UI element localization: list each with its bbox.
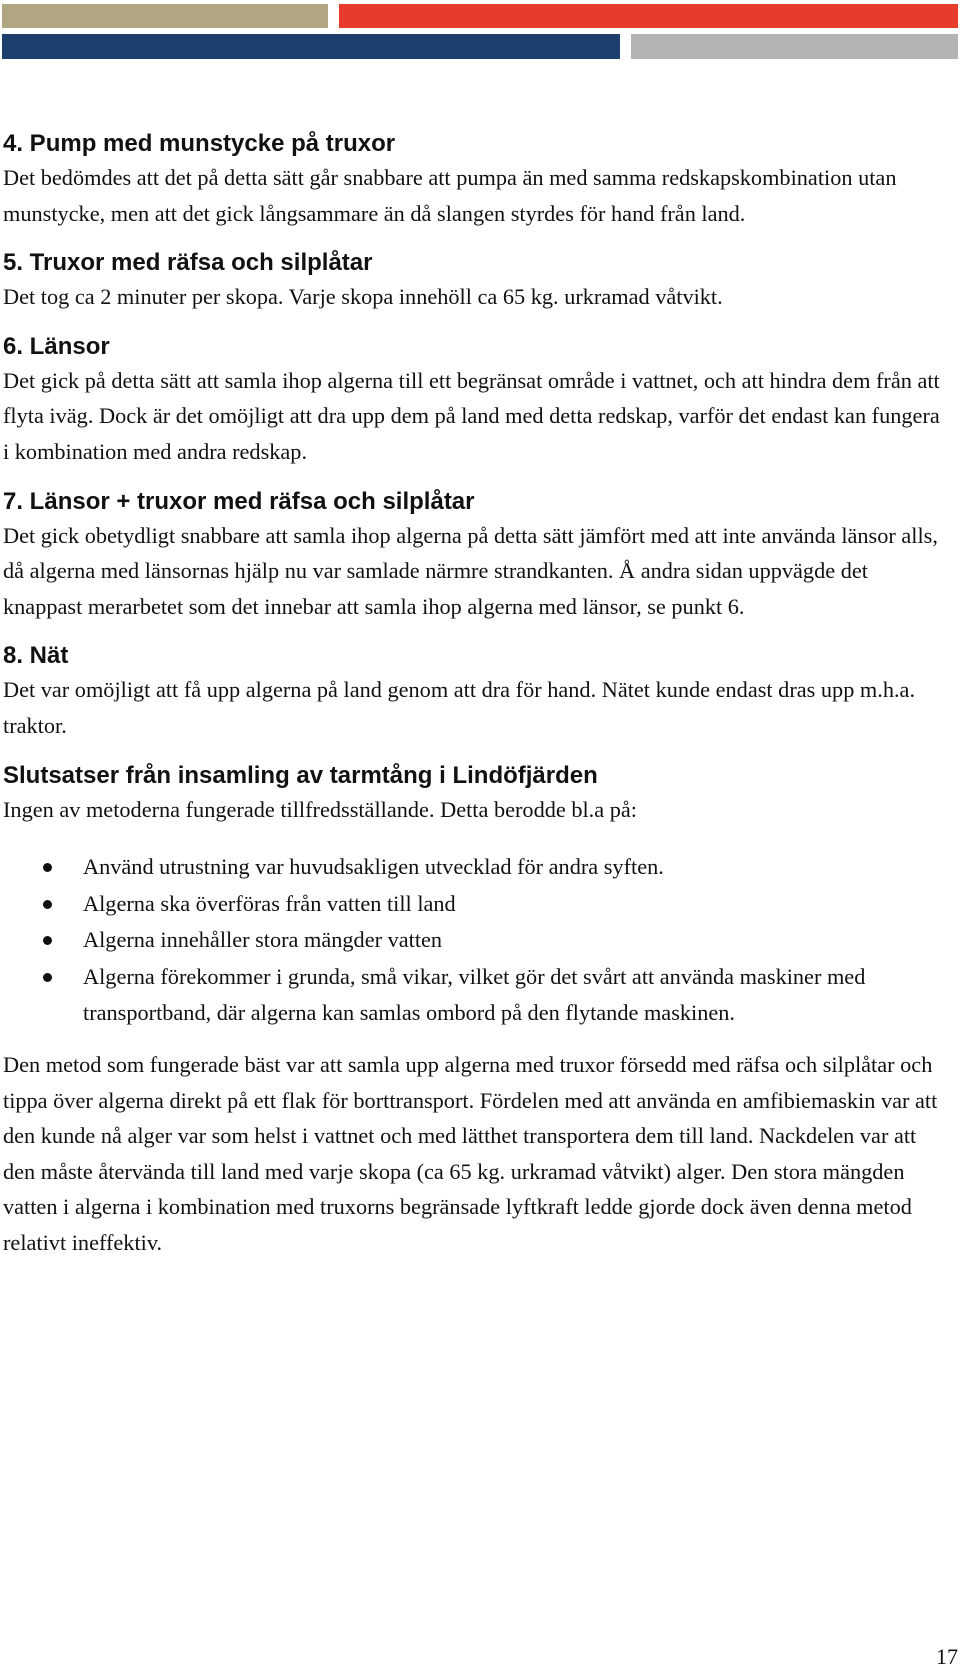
bullet-icon [43, 936, 52, 945]
section-heading: 5. Truxor med räfsa och silplåtar [3, 249, 373, 277]
section-body: Det bedömdes att det på detta sätt går snabbare att pumpa än med samma redskapskombination utan munstycke, men att det gick långsammare än då slangen styrdes för hand från land. [3, 165, 897, 226]
section-heading: 4. Pump med munstycke på truxor [3, 130, 396, 157]
list-item-text: Använd utrustning var huvudsakligen utvecklad för andra syften. [83, 854, 664, 880]
list-item-text: Algerna innehåller stora mängder vatten [83, 927, 443, 953]
header-bar-tan [2, 4, 328, 28]
section-body: Det gick obetydligt snabbare att samla ihop algerna på detta sätt jämfört med att inte använda länsor alls, då algerna med länsornas hjälp nu var samlade närmre strandkanten. Å andra sidan uppvägde det knappast merarbetet som det innebar att samla ihop algerna med länsor, se punkt 6. [3, 522, 938, 619]
header-bar-red [339, 4, 958, 28]
list-item-text: Algerna förekommer i grunda, små vikar, vilket gör det svårt att använda maskiner med transportband, där algerna kan samlas ombord på den flytande maskinen. [83, 963, 866, 1025]
header-bar-gray [631, 34, 958, 59]
bullet-icon [43, 973, 52, 982]
list-item-text: Algerna ska överföras från vatten till land [83, 890, 456, 916]
conclusions-heading: Slutsatser från insamling av tarmtång i Lindöfjärden [3, 761, 598, 789]
page-number: 17 [936, 1644, 958, 1669]
document-content [3, 128, 943, 1261]
conclusions-intro: Ingen av metoderna fungerade tillfredsställande. Detta berodde bl.a på: [3, 796, 637, 822]
list-item [3, 959, 943, 1030]
list-item [3, 849, 943, 885]
section-body: Det tog ca 2 minuter per skopa. Varje skopa innehöll ca 65 kg. urkramad våtvikt. [3, 284, 723, 310]
header-bar-navy [2, 34, 620, 59]
bullet-icon [43, 863, 52, 872]
conclusions-bullet-list [3, 849, 943, 1030]
list-item [3, 922, 943, 958]
final-paragraph: Den metod som fungerade bäst var att samla upp algerna med truxor försedd med räfsa och silplåtar och tippa över algerna direkt på ett flak för borttransport. Fördelen med att använda en amfibiemaskin var att den kunde nå alger var som helst i vattnet och med lätthet transportera dem till land. Nackdelen var att den måste återvända till land med varje skopa (ca 65 kg. urkramad våtvikt) alger. Den stora mängden vatten i algerna i kombination med truxorns begränsade lyftkraft ledde gjorde dock även denna metod relativt ineffektiv. [3, 1052, 938, 1256]
section-heading: 8. Nät [3, 642, 69, 670]
section-heading: 7. Länsor + truxor med räfsa och silplåtar [3, 487, 475, 515]
section-heading: 6. Länsor [3, 332, 110, 360]
section-body: Det gick på detta sätt att samla ihop algerna till ett begränsat område i vattnet, och att hindra dem från att flyta iväg. Dock är det omöjligt att dra upp dem på land med detta redskap, varför det endast kan fungera i kombination med andra redskap. [3, 367, 940, 464]
bullet-icon [43, 900, 52, 909]
list-item [3, 886, 943, 922]
section-body: Det var omöjligt att få upp algerna på land genom att dra för hand. Nätet kunde endast dras upp m.h.a. traktor. [3, 677, 916, 738]
